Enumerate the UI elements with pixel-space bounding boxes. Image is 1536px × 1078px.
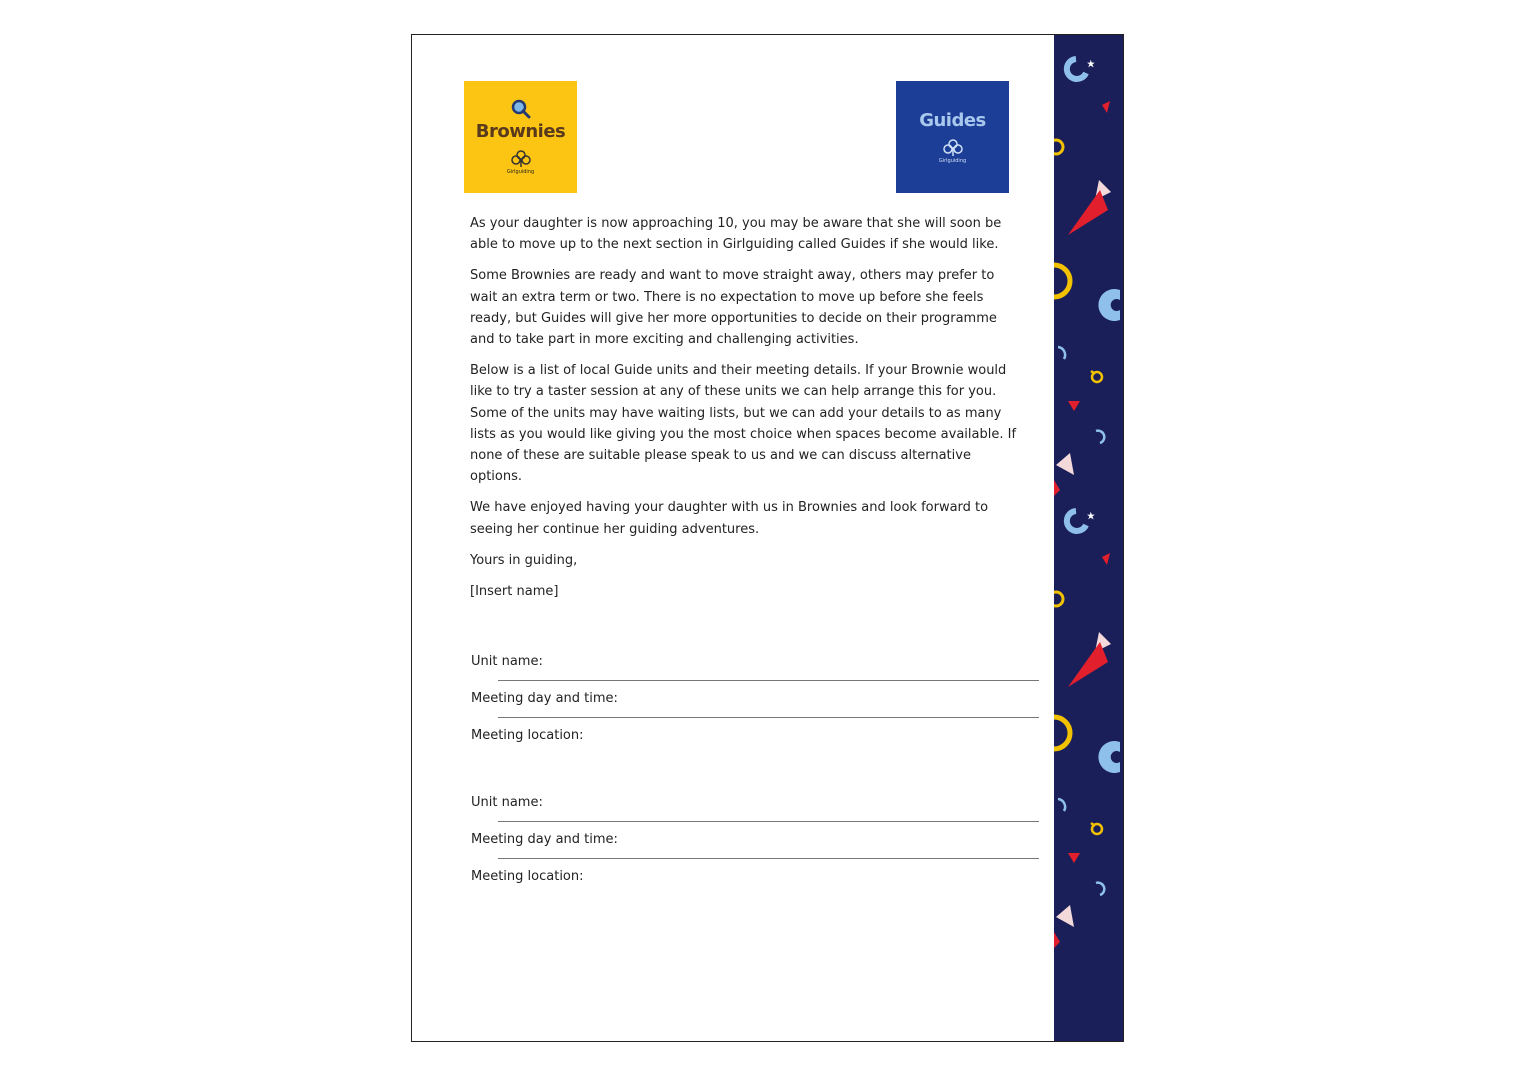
- letter-signature: [Insert name]: [470, 584, 559, 600]
- letter-page: [411, 34, 1124, 1042]
- brownies-logo-title: Brownies: [475, 121, 566, 142]
- meeting-location-label: Meeting location:: [471, 869, 584, 884]
- guides-logo-title: Guides: [919, 110, 986, 131]
- meeting-day-time-label: Meeting day and time:: [471, 832, 618, 847]
- meeting-location-label: Meeting location:: [471, 728, 584, 743]
- unit-name-label: Unit name:: [471, 654, 543, 669]
- trefoil-icon: [508, 150, 534, 168]
- letter-paragraph: Some Brownies are ready and want to move straight away, others may prefer to wait an extra term or two. There is no expectation to move up before she feels ready, but Guides will give her more opportunities to decide on their programme and to take part in more exciting and challenging activities.: [470, 268, 997, 348]
- meeting-day-time-line: [498, 717, 1039, 718]
- decorative-pattern-strip: [1054, 35, 1123, 1041]
- letter-closing: Yours in guiding,: [470, 552, 578, 568]
- trefoil-icon: [940, 139, 966, 157]
- meeting-day-time-line: [498, 858, 1039, 859]
- unit-name-line: [498, 680, 1039, 681]
- meeting-day-time-label: Meeting day and time:: [471, 691, 618, 706]
- letter-paragraph: We have enjoyed having your daughter with us in Brownies and look forward to seeing her continue her guiding adventures.: [470, 500, 989, 537]
- letter-paragraph: Below is a list of local Guide units and their meeting details. If your Brownie would like to try a taster session at any of these units we can help arrange this for you. Some of the units may have waiting lists, but we can add your details to as many lists as you would like giving you the most choice when spaces become available. If none of these are suitable please speak to us and we can discuss alternative options.: [470, 363, 1017, 485]
- pattern-shapes: [1054, 35, 1123, 1041]
- guides-brand-text: Girlguiding: [938, 158, 967, 164]
- brownies-logo: [464, 81, 577, 193]
- brownies-brand-text: Girlguiding: [506, 169, 535, 175]
- unit-name-line: [498, 821, 1039, 822]
- letter-body: [470, 213, 1018, 612]
- magnifier-icon: [510, 99, 532, 119]
- letter-paragraph: As your daughter is now approaching 10, you may be aware that she will soon be able to move up to the next section in Girlguiding called Guides if she would like.: [470, 216, 1002, 253]
- guides-logo: [896, 81, 1009, 193]
- unit-name-label: Unit name:: [471, 795, 543, 810]
